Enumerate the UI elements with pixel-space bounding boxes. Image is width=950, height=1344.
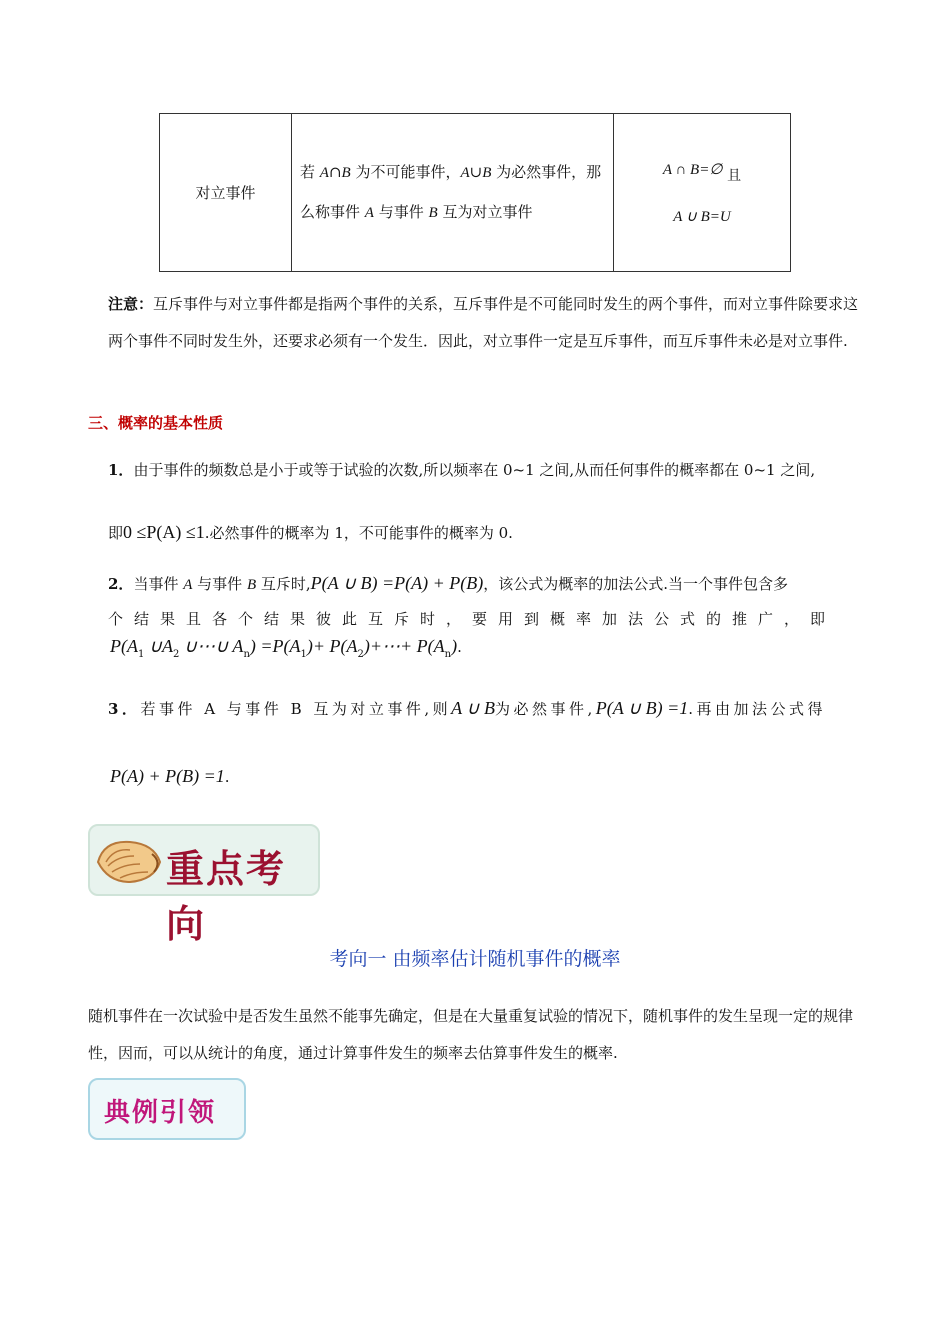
def-symbol: ∩: [328, 162, 342, 181]
formula-end: .: [457, 638, 462, 656]
term-label: 对立事件: [195, 184, 256, 202]
property-2-line2: 个结果且各个结果彼此互斥时，要用到概率加法公式的推广，即: [108, 610, 837, 628]
property-3-text: 为必然事件,: [494, 700, 596, 718]
property-2-text: 当事件: [133, 575, 184, 593]
def-var: A: [364, 204, 374, 221]
item-number: 3．: [108, 700, 141, 718]
formula-subscript: 2: [357, 649, 364, 660]
definition-cell: [292, 114, 614, 272]
formula-part: ∪⋯∪ A: [179, 636, 244, 656]
formula-probability-range: 0 ≤P(A) ≤1: [123, 522, 205, 542]
property-3-line2: [110, 766, 230, 787]
formula-part: ) =P(A: [249, 636, 301, 656]
formula-cell: [614, 114, 791, 272]
banner-title: 重点考向: [166, 846, 287, 946]
formula-union: A ∪ B: [451, 698, 495, 718]
def-var: A: [460, 164, 470, 181]
def-text: 互为对立事件: [437, 202, 533, 221]
property-3-text: .再由加法公式得: [688, 700, 827, 718]
formula-complement-sum: P(A) + P(B) =1: [110, 766, 225, 786]
note-label: 注意：: [108, 295, 154, 313]
formula-part: P(A: [110, 636, 138, 656]
formula-part: )+⋯+ P(A: [363, 636, 445, 656]
property-3-line1: [108, 690, 826, 728]
property-2-text: 与事件: [192, 575, 247, 593]
formula-subscript: n: [444, 649, 452, 660]
formula-part: ∪A: [144, 636, 174, 656]
formula-subscript: n: [243, 649, 250, 660]
formula-and: 且: [727, 167, 742, 184]
item-number: 1．: [108, 461, 134, 479]
key-topics-banner: [88, 824, 320, 946]
shell-icon: [94, 832, 164, 888]
note-paragraph: [108, 286, 866, 360]
property-3-text: 若事件 A 与事件 B 互为对立事件,则: [140, 700, 452, 718]
def-var: B: [428, 204, 438, 221]
event-b: B: [246, 577, 257, 593]
section-heading: 三、概率的基本性质: [88, 414, 224, 432]
formula-addition-rule: P(A ∪ B) =P(A) + P(B): [310, 573, 484, 593]
banner-title: 典例引领: [104, 1098, 217, 1128]
topic-paragraph: 随机事件在一次试验中是否发生虽然不能事先确定，但是在大量重复试验的情况下，随机事件的发生呈现一定的规律性，因而，可以从统计的角度，通过计算事件发生的频率去估算事件发生的概率.: [88, 1007, 854, 1062]
property-2-line1: [108, 565, 788, 604]
formula-subscript: 1: [300, 649, 307, 660]
def-text: 若: [300, 162, 320, 181]
def-var: A: [319, 164, 329, 181]
formula-subscript: 2: [173, 649, 180, 660]
formula-part: )+ P(A: [306, 636, 358, 656]
def-text: 与事件: [373, 202, 429, 221]
formula-empty-intersection: A ∩ B=∅: [662, 161, 723, 178]
property-1-prefix: 即: [108, 524, 124, 542]
property-1-suffix: .必然事件的概率为 1，不可能事件的概率为 0.: [204, 524, 513, 542]
note-text: 互斥事件与对立事件都是指两个事件的关系，互斥事件是不可能同时发生的两个事件，而对立事件除要求这两个事件不同时发生外，还要求必须有一个发生．因此，对立事件一定是互斥事件，而互斥事件未必是对立事件.: [108, 295, 859, 350]
property-1-line1: [108, 452, 815, 489]
item-number: 2．: [108, 575, 134, 593]
formula-union-prob: P(A ∪ B) =1: [595, 698, 689, 718]
definition-table: [159, 113, 791, 272]
def-var: B: [482, 164, 492, 181]
def-var: B: [341, 164, 351, 181]
def-symbol: ∪: [469, 162, 483, 181]
formula-end: .: [224, 768, 230, 786]
property-2-text: 互斥时,: [256, 575, 311, 593]
property-2-text: ，该公式为概率的加法公式.当一个事件包含多: [483, 575, 789, 593]
formula-subscript: 1: [137, 649, 145, 660]
property-1-line2: [108, 514, 513, 552]
formula-part: ): [451, 636, 458, 656]
topic-heading: 考向一 由频率估计随机事件的概率: [329, 948, 621, 970]
def-text: 为不可能事件，: [350, 162, 461, 181]
example-banner: [88, 1078, 246, 1140]
property-1-text: 由于事件的频数总是小于或等于试验的次数,所以频率在 0~1 之间,从而任何事件的概率都在 0~1 之间,: [133, 461, 816, 479]
term-cell: [160, 114, 292, 272]
formula-addition-general: [110, 636, 462, 660]
def-text: 为必然事件，那么称事件: [300, 162, 602, 221]
event-a: A: [183, 577, 193, 593]
formula-union-universe: A ∪ B=U: [673, 208, 731, 225]
